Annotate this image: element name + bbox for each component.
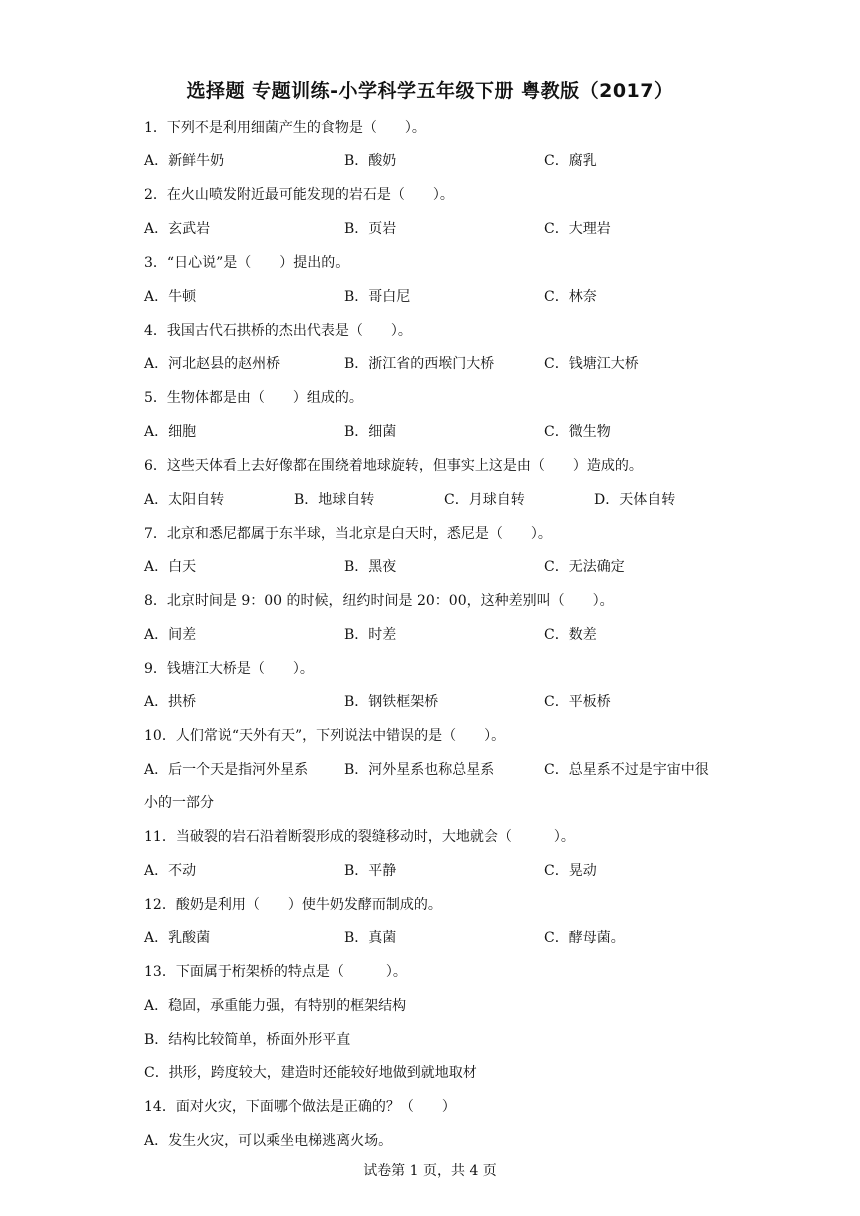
q6-option-a: A．太阳自转 bbox=[144, 492, 225, 508]
q11-option-a: A．不动 bbox=[144, 863, 197, 879]
question-5-stem: 5．生物体都是由（ ）组成的。 bbox=[144, 390, 363, 406]
q10-option-b: B．河外星系也称总星系 bbox=[344, 762, 495, 778]
question-1-stem: 1．下列不是利用细菌产生的食物是（ ）。 bbox=[144, 120, 426, 136]
q10-option-a: A．后一个天是指河外星系 bbox=[144, 762, 309, 778]
question-10-stem: 10．人们常说“天外有天”，下列说法中错误的是（ ）。 bbox=[144, 728, 506, 744]
q8-option-b: B．时差 bbox=[344, 627, 397, 643]
q11-option-b: B．平静 bbox=[344, 863, 397, 879]
q6-option-d: D．天体自转 bbox=[594, 492, 676, 508]
q7-option-b: B．黑夜 bbox=[344, 559, 397, 575]
q12-option-b: B．真菌 bbox=[344, 930, 397, 946]
q2-option-b: B．页岩 bbox=[344, 221, 397, 237]
q2-option-c: C．大理岩 bbox=[544, 221, 611, 237]
q1-option-c: C．腐乳 bbox=[544, 153, 597, 169]
q13-option-c: C．拱形，跨度较大，建造时还能较好地做到就地取材 bbox=[144, 1065, 477, 1081]
q7-option-a: A．白天 bbox=[144, 559, 197, 575]
q4-option-b: B．浙江省的西堠门大桥 bbox=[344, 356, 495, 372]
q8-option-a: A．间差 bbox=[144, 627, 197, 643]
q14-option-a: A．发生火灾，可以乘坐电梯逃离火场。 bbox=[144, 1133, 393, 1149]
q5-option-a: A．细胞 bbox=[144, 424, 197, 440]
page-footer: 试卷第 1 页，共 4 页 bbox=[363, 1163, 497, 1179]
q10-option-c-continued: 小的一部分 bbox=[144, 795, 214, 811]
q5-option-b: B．细菌 bbox=[344, 424, 397, 440]
q9-option-a: A．拱桥 bbox=[144, 694, 197, 710]
q12-option-a: A．乳酸菌 bbox=[144, 930, 211, 946]
q12-option-c: C．酵母菌。 bbox=[544, 930, 625, 946]
question-8-stem: 8．北京时间是 9：00 的时候，纽约时间是 20：00，这种差别叫（ ）。 bbox=[144, 593, 614, 609]
q13-option-a: A．稳固，承重能力强，有特别的框架结构 bbox=[144, 998, 407, 1014]
question-12-stem: 12．酸奶是利用（ ）使牛奶发酵而制成的。 bbox=[144, 897, 442, 913]
q1-option-a: A．新鲜牛奶 bbox=[144, 153, 225, 169]
q8-option-c: C．数差 bbox=[544, 627, 597, 643]
q4-option-c: C．钱塘江大桥 bbox=[544, 356, 639, 372]
q9-option-b: B．钢铁框架桥 bbox=[344, 694, 439, 710]
q3-option-b: B．哥白尼 bbox=[344, 289, 411, 305]
question-2-stem: 2．在火山喷发附近最可能发现的岩石是（ ）。 bbox=[144, 187, 454, 203]
question-14-stem: 14．面对火灾，下面哪个做法是正确的？（ ） bbox=[144, 1099, 456, 1115]
q11-option-c: C．晃动 bbox=[544, 863, 597, 879]
q5-option-c: C．微生物 bbox=[544, 424, 611, 440]
question-4-stem: 4．我国古代石拱桥的杰出代表是（ ）。 bbox=[144, 323, 412, 339]
q10-option-c: C．总星系不过是宇宙中很 bbox=[544, 762, 709, 778]
q3-option-c: C．林奈 bbox=[544, 289, 597, 305]
q4-option-a: A．河北赵县的赵州桥 bbox=[144, 356, 281, 372]
question-6-stem: 6．这些天体看上去好像都在围绕着地球旋转，但事实上这是由（ ）造成的。 bbox=[144, 458, 643, 474]
q6-option-c: C．月球自转 bbox=[444, 492, 525, 508]
q7-option-c: C．无法确定 bbox=[544, 559, 625, 575]
page-title: 选择题 专题训练-小学科学五年级下册 粤教版（2017） bbox=[186, 80, 674, 102]
q2-option-a: A．玄武岩 bbox=[144, 221, 211, 237]
question-9-stem: 9．钱塘江大桥是（ ）。 bbox=[144, 661, 314, 677]
q6-option-b: B．地球自转 bbox=[294, 492, 375, 508]
q13-option-b: B．结构比较简单，桥面外形平直 bbox=[144, 1032, 351, 1048]
question-3-stem: 3．“日心说”是（ ）提出的。 bbox=[144, 255, 350, 271]
question-13-stem: 13．下面属于桁架桥的特点是（ ）。 bbox=[144, 964, 407, 980]
q3-option-a: A．牛顿 bbox=[144, 289, 197, 305]
question-7-stem: 7．北京和悉尼都属于东半球，当北京是白天时，悉尼是（ ）。 bbox=[144, 526, 552, 542]
q9-option-c: C．平板桥 bbox=[544, 694, 611, 710]
q1-option-b: B．酸奶 bbox=[344, 153, 397, 169]
question-11-stem: 11．当破裂的岩石沿着断裂形成的裂缝移动时，大地就会（ ）。 bbox=[144, 829, 575, 845]
